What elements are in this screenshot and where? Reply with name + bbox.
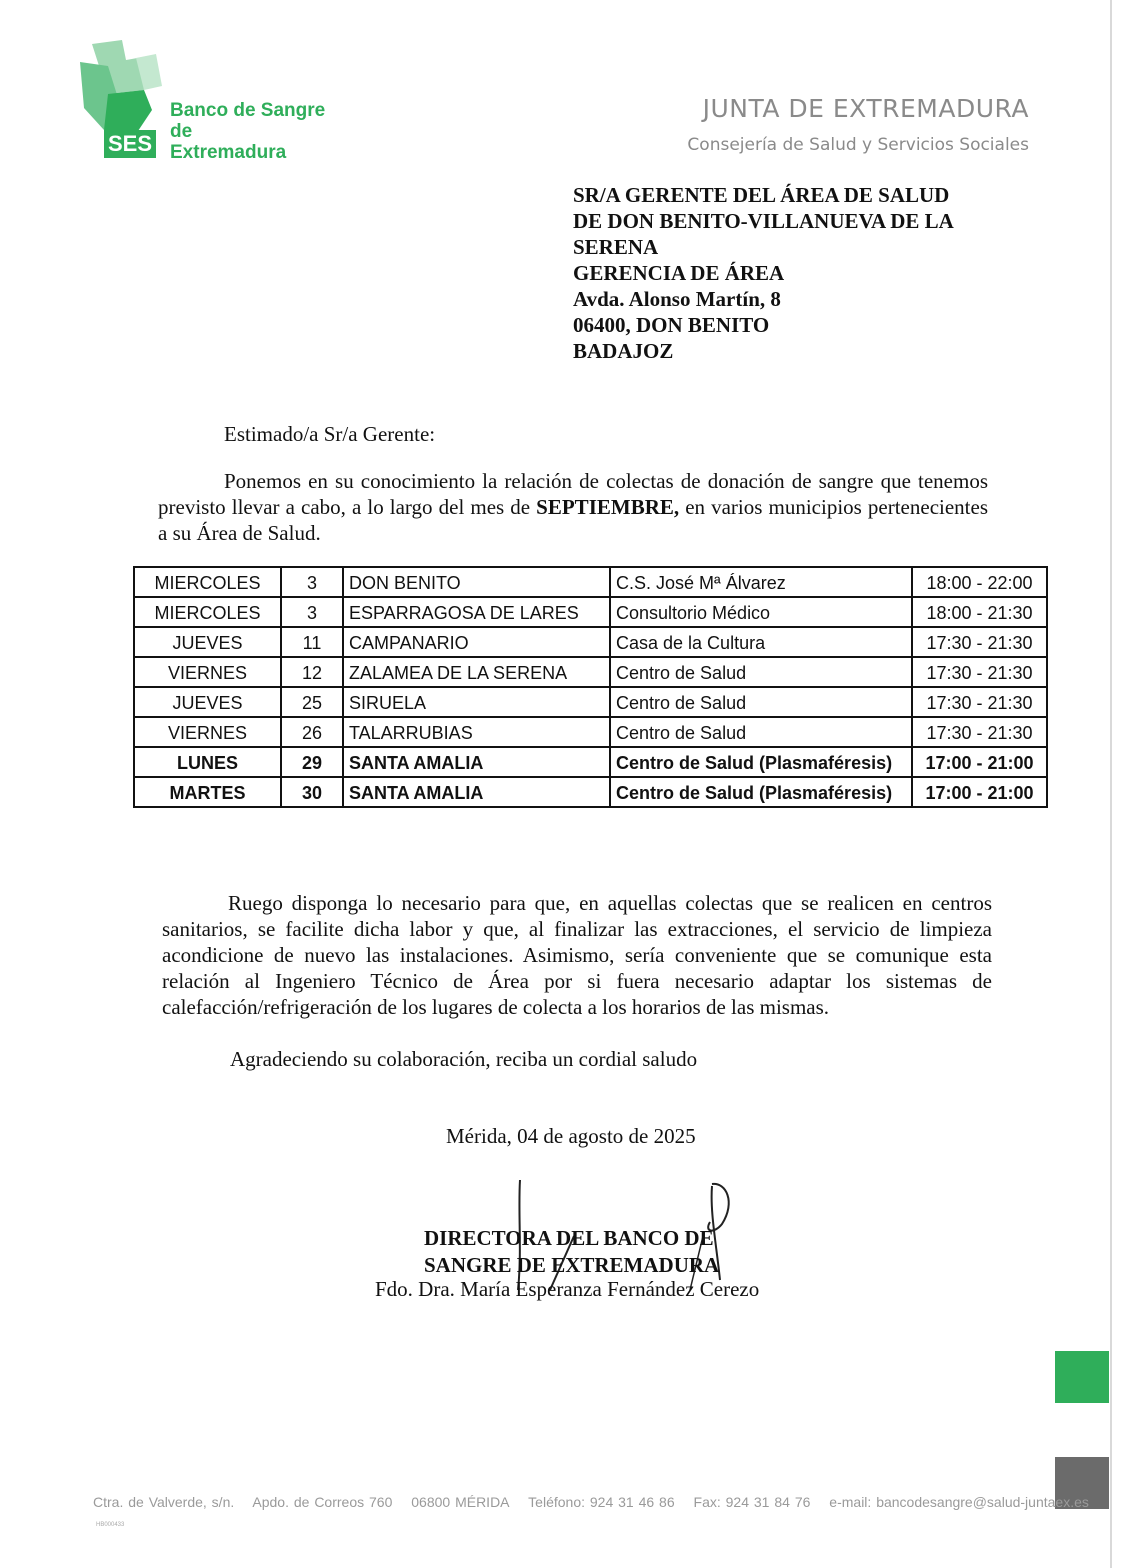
- junta-header: [687, 94, 1029, 155]
- address-line: BADAJOZ: [573, 339, 674, 363]
- cell-place: Centro de Salud: [610, 717, 912, 747]
- cell-time: 17:30 - 21:30: [912, 687, 1047, 717]
- logo-line-1: Banco de Sangre: [170, 100, 326, 121]
- footer-city: 06800 MÉRIDA: [411, 1494, 510, 1510]
- table-row: [134, 747, 1047, 777]
- place-date: Mérida, 04 de agosto de 2025: [446, 1124, 696, 1148]
- cell-date: 11: [281, 627, 343, 657]
- cell-place: Centro de Salud: [610, 687, 912, 717]
- cell-time: 18:00 - 21:30: [912, 597, 1047, 627]
- cell-municipality: CAMPANARIO: [343, 627, 610, 657]
- junta-subtitle: Consejería de Salud y Servicios Sociales: [687, 135, 1029, 155]
- cell-time: 17:30 - 21:30: [912, 627, 1047, 657]
- cell-time: 17:30 - 21:30: [912, 717, 1047, 747]
- cell-day: LUNES: [134, 747, 281, 777]
- cell-day: VIERNES: [134, 717, 281, 747]
- cell-day: VIERNES: [134, 657, 281, 687]
- cell-time: 17:00 - 21:00: [912, 777, 1047, 807]
- cell-time: 18:00 - 22:00: [912, 567, 1047, 597]
- cell-day: JUEVES: [134, 627, 281, 657]
- intro-month: SEPTIEMBRE,: [536, 495, 680, 519]
- green-mark: [1055, 1351, 1109, 1403]
- cell-municipality: ZALAMEA DE LA SERENA: [343, 657, 610, 687]
- cell-time: 17:30 - 21:30: [912, 657, 1047, 687]
- cell-day: MIERCOLES: [134, 597, 281, 627]
- signature-title-line: DIRECTORA DEL BANCO DE: [424, 1226, 714, 1250]
- logo-line-2: de: [170, 121, 193, 142]
- cell-day: JUEVES: [134, 687, 281, 717]
- cell-date: 12: [281, 657, 343, 687]
- address-line: DE DON BENITO-VILLANUEVA DE LA: [573, 209, 954, 233]
- intro-text-before: Ponemos en su conocimiento la relación de colectas de donación de sangre que tenemos previsto llevar a cabo, a lo largo del mes de: [158, 469, 988, 519]
- address-line: 06400, DON BENITO: [573, 313, 770, 337]
- signature-name: Fdo. Dra. María Esperanza Fernández Cerezo: [375, 1277, 760, 1301]
- collections-table: [133, 566, 1048, 808]
- table-row: [134, 597, 1047, 627]
- cell-date: 3: [281, 567, 343, 597]
- cell-date: 26: [281, 717, 343, 747]
- table-row: [134, 777, 1047, 807]
- cell-day: MIERCOLES: [134, 567, 281, 597]
- recipient-address: [573, 182, 1003, 364]
- cell-place: Consultorio Médico: [610, 597, 912, 627]
- logo-line-3: Extremadura: [170, 142, 287, 163]
- address-line: GERENCIA DE ÁREA: [573, 261, 785, 285]
- logo-name: [170, 100, 325, 163]
- footer-po-box: Apdo. de Correos 760: [252, 1494, 393, 1510]
- table-row: [134, 627, 1047, 657]
- cell-day: MARTES: [134, 777, 281, 807]
- footer-address: Ctra. de Valverde, s/n.: [93, 1494, 235, 1510]
- address-line: Avda. Alonso Martín, 8: [573, 287, 781, 311]
- signature-title: [424, 1225, 719, 1279]
- cell-date: 25: [281, 687, 343, 717]
- cell-municipality: TALARRUBIAS: [343, 717, 610, 747]
- request-paragraph: Ruego disponga lo necesario para que, en aquellas colectas que se realicen en centros sanitarios, se facilite dicha labor y que, al finalizar las extracciones, el servicio de limpieza acondicione de nuevo las instalaciones. Asimismo, sería conveniente que se comunique esta relación al Ingeniero Técnico de Área por si fuera necesario adaptar los sistemas de calefacción/refrigeración de los lugares de colecta a los horarios de las mismas.: [162, 891, 992, 1019]
- table-row: [134, 657, 1047, 687]
- cell-place: Centro de Salud: [610, 657, 912, 687]
- intro-paragraph: [158, 468, 988, 546]
- footer-phone: Teléfono: 924 31 46 86: [528, 1494, 675, 1510]
- ses-logo: [78, 38, 348, 168]
- cell-municipality: SANTA AMALIA: [343, 747, 610, 777]
- cell-municipality: SANTA AMALIA: [343, 777, 610, 807]
- intro-text-after: en varios municipios pertenecientes a su Área de Salud.: [158, 495, 988, 545]
- greeting: Estimado/a Sr/a Gerente:: [224, 422, 436, 446]
- address-line: SERENA: [573, 235, 659, 259]
- table-row: [134, 567, 1047, 597]
- cell-place: Centro de Salud (Plasmaféresis): [610, 777, 912, 807]
- cell-date: 29: [281, 747, 343, 777]
- cell-time: 17:00 - 21:00: [912, 747, 1047, 777]
- cell-municipality: ESPARRAGOSA DE LARES: [343, 597, 610, 627]
- address-line: SR/A GERENTE DEL ÁREA DE SALUD: [573, 183, 950, 207]
- cell-date: 30: [281, 777, 343, 807]
- cell-date: 3: [281, 597, 343, 627]
- footer-fax: Fax: 924 31 84 76: [693, 1494, 811, 1510]
- closing: Agradeciendo su colaboración, reciba un cordial saludo: [230, 1047, 698, 1071]
- cell-place: Casa de la Cultura: [610, 627, 912, 657]
- cell-place: C.S. José Mª Álvarez: [610, 567, 912, 597]
- signature-title-line: SANGRE DE EXTREMADURA: [424, 1253, 720, 1277]
- collections-table-body: [134, 567, 1047, 807]
- cell-place: Centro de Salud (Plasmaféresis): [610, 747, 912, 777]
- junta-title: JUNTA DE EXTREMADURA: [702, 94, 1029, 123]
- footer-email: e-mail: bancodesangre@salud-juntaex.es: [829, 1494, 1089, 1510]
- cell-municipality: DON BENITO: [343, 567, 610, 597]
- footer: [93, 1494, 1103, 1510]
- table-row: [134, 717, 1047, 747]
- table-row: [134, 687, 1047, 717]
- document-code: HB000433: [96, 1522, 125, 1528]
- ses-badge: SES: [104, 130, 156, 158]
- cell-municipality: SIRUELA: [343, 687, 610, 717]
